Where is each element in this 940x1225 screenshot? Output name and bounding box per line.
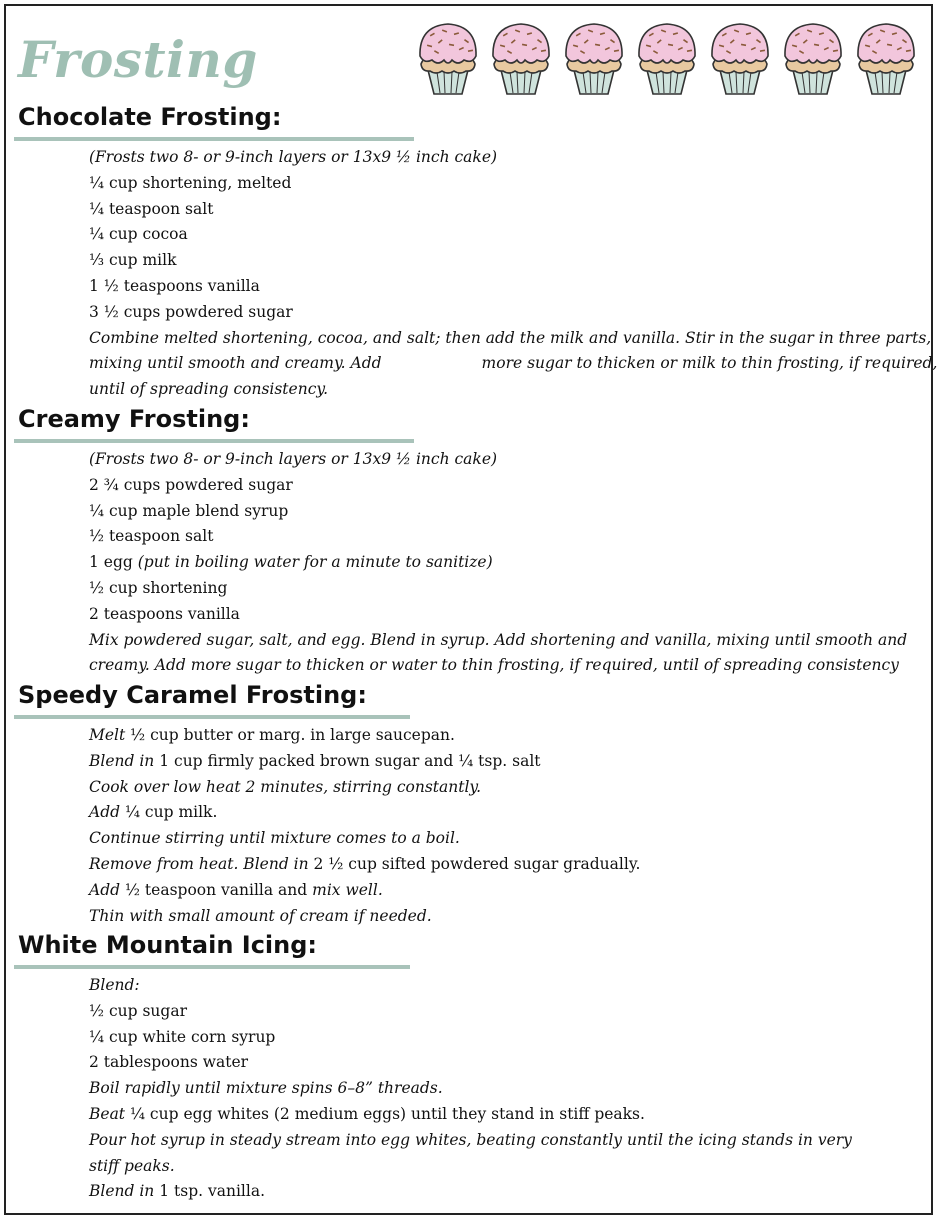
step: stiff peaks. xyxy=(89,1156,175,1175)
creamy-frosting-body xyxy=(89,447,911,679)
caramel-frosting-body xyxy=(89,723,911,929)
chocolate-frosting-body xyxy=(89,145,938,403)
ingredient: 2 tablespoons water xyxy=(89,1053,249,1072)
cupcake-banner xyxy=(416,20,918,96)
step-verb: Blend in xyxy=(89,1182,155,1201)
ingredient: ⅓ cup milk xyxy=(89,251,177,270)
step: Continue stirring until mixture comes to a boil. xyxy=(89,829,460,848)
ingredient: ½ cup shortening xyxy=(89,578,228,597)
step xyxy=(89,800,911,826)
ingredient xyxy=(89,550,911,576)
cupcake-icon xyxy=(708,20,772,96)
directions: Mix powdered sugar, salt, and egg. Blend in syrup. Add shortening and vanilla, mixing until smooth and xyxy=(89,630,908,649)
step-verb: Beat xyxy=(89,1104,126,1123)
heading-underline xyxy=(14,439,414,443)
cupcake-icon xyxy=(635,20,699,96)
step: Boil rapidly until mixture spins 6–8” threads. xyxy=(89,1079,443,1098)
page-title: Frosting xyxy=(18,30,258,89)
step-verb: Add xyxy=(89,803,121,822)
step-text: ½ teaspoon vanilla and xyxy=(124,880,308,899)
ingredient: 3 ½ cups powdered sugar xyxy=(89,302,293,321)
step-text: ¼ cup milk. xyxy=(124,803,218,822)
step xyxy=(89,723,911,749)
cupcake-icon xyxy=(416,20,480,96)
ingredient: 2 ¾ cups powdered sugar xyxy=(89,475,293,494)
step-verb: Melt xyxy=(89,726,126,744)
ingredient-note: (put in boiling water for a minute to sanitize) xyxy=(137,553,493,572)
creamy-frosting-heading: Creamy Frosting: xyxy=(18,405,250,433)
heading-underline xyxy=(14,715,410,719)
step: Thin with small amount of cream if needed. xyxy=(89,906,432,925)
cupcake-icon xyxy=(489,20,553,96)
step xyxy=(89,878,911,904)
step-verb: mix well. xyxy=(312,880,383,899)
ingredient: ¼ cup shortening, melted xyxy=(89,173,292,192)
directions xyxy=(89,351,938,377)
step xyxy=(89,1102,911,1128)
step-verb: Remove from heat. Blend in xyxy=(89,854,309,873)
directions: creamy. Add more sugar to thicken or water to thin frosting, if required, until of spreading consistency xyxy=(89,656,899,675)
directions-part: more sugar to thicken or milk to thin frosting, if required, xyxy=(481,354,938,373)
step-verb: Blend in xyxy=(89,751,155,770)
directions: until of spreading consistency. xyxy=(89,380,328,399)
step xyxy=(89,1179,911,1205)
ingredient: ¼ teaspoon salt xyxy=(89,199,214,218)
ingredient: 1 ½ teaspoons vanilla xyxy=(89,276,260,295)
cupcake-icon xyxy=(562,20,626,96)
ingredient: ½ teaspoon salt xyxy=(89,527,214,546)
directions-part: mixing until smooth and creamy. Add xyxy=(89,354,382,373)
step-text: 1 tsp. vanilla. xyxy=(159,1182,266,1201)
yield-note: (Frosts two 8- or 9-inch layers or 13x9 ½ inch cake) xyxy=(89,148,498,166)
ingredient: 2 teaspoons vanilla xyxy=(89,604,240,623)
ingredient: ¼ cup maple blend syrup xyxy=(89,501,289,520)
step-verb: Add xyxy=(89,880,121,899)
step: Pour hot syrup in steady stream into egg whites, beating constantly until the icing stands in very xyxy=(89,1130,852,1149)
recipe-page xyxy=(4,4,938,1215)
cupcake-icon xyxy=(781,20,845,96)
ingredient: ¼ cup cocoa xyxy=(89,225,188,244)
chocolate-frosting-heading: Chocolate Frosting: xyxy=(18,103,282,131)
step: Cook over low heat 2 minutes, stirring constantly. xyxy=(89,777,482,796)
white-mountain-icing-body xyxy=(89,973,911,1205)
caramel-frosting-heading: Speedy Caramel Frosting: xyxy=(18,681,367,709)
step xyxy=(89,749,911,775)
heading-underline xyxy=(14,965,410,969)
white-mountain-icing-heading: White Mountain Icing: xyxy=(18,931,318,959)
heading-underline xyxy=(14,137,414,141)
step-text: ½ cup butter or marg. in large saucepan. xyxy=(130,726,455,744)
cupcake-icon xyxy=(854,20,918,96)
step-text: 2 ½ cup sifted powdered sugar gradually. xyxy=(313,854,641,873)
yield-note: (Frosts two 8- or 9-inch layers or 13x9 ½ inch cake) xyxy=(89,450,498,468)
ingredient-text: 1 egg xyxy=(89,553,133,572)
step-text: 1 cup firmly packed brown sugar and ¼ tsp. salt xyxy=(159,751,541,770)
ingredient: ½ cup sugar xyxy=(89,1001,187,1020)
step-text: ¼ cup egg whites (2 medium eggs) until they stand in stiff peaks. xyxy=(129,1104,645,1123)
ingredient: ¼ cup white corn syrup xyxy=(89,1027,276,1046)
step xyxy=(89,852,911,878)
directions: Combine melted shortening, cocoa, and salt; then add the milk and vanilla. Stir in the sugar in three parts, xyxy=(89,328,932,347)
step: Blend: xyxy=(89,976,140,994)
